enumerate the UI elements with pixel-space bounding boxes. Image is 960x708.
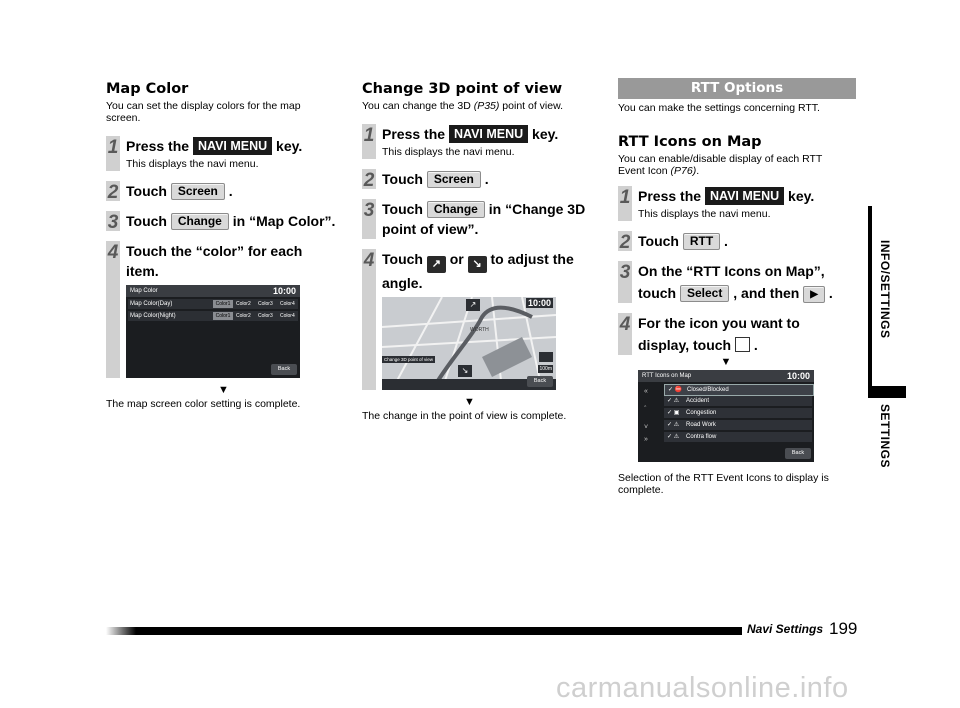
step-3: 3 On the “RTT Icons on Map”, touch Select , and then ▶ . [619,262,833,301]
step-1: 1 Press the NAVI MENU key. This displays the navi menu. [106,136,341,171]
step-4: 4 Touch the “color” for each item. Map Color 10:00 Map Color(Day) Color1 Color2 Color3 Color4 Map Color(Night) Color1 Color2 Color3 Color4 Back [106,241,341,378]
zoom-button [539,352,553,362]
clock: 10:00 [786,371,810,381]
result-text: Selection of the RTT Event Icons to display is complete. [618,472,829,496]
watermark: carmanualsonline.info [556,672,849,704]
tilt-up-icon: ↗ [466,299,480,311]
down-arrow-icon: ▼ [720,356,732,368]
section-heading: Change 3D point of view [362,81,563,97]
section-intro: You can set the display colors for the map screen. [106,100,301,124]
back-button: Back [785,448,811,459]
map-color-screenshot: Map Color 10:00 Map Color(Day) Color1 Color2 Color3 Color4 Map Color(Night) Color1 Color2 Color3 Color4 Back [126,285,300,378]
section-change-3d [362,80,597,422]
step-note: This displays the navi menu. [126,158,259,170]
footer-section-title: Navi Settings [747,622,824,636]
side-tab-info-settings [868,206,872,386]
tilt-down-icon: ↘ [468,256,487,273]
back-button: Back [271,364,297,375]
step-2: 2 Touch RTT . [619,232,728,253]
step-4: 4 For the icon you want to display, touch . [619,314,800,353]
rtt-icons-screenshot: RTT Icons on Map 10:00 « ‸ ˅ » ✓ ⛔ Closed/Blocked ✓ ⚠ Accident ✓ ▣ Congestion ✓ ⚠ Road Work ✓ ⚠ Contra flow Back [638,370,814,462]
step-1: 1 Press the NAVI MENU key. This displays the navi menu. [363,125,559,158]
section-rtt-options [618,78,856,496]
scale-label: 100m [539,366,552,372]
step-3: 3 Touch Change in “Change 3D point of view”. [363,200,586,237]
side-tab-label: SETTINGS [878,404,892,469]
step-4: 4 Touch ↗ or ↘ to adjust the angle. 10:00 WORTH Change 3D point of view ↗ ↘ 100m Back [362,249,597,390]
section-banner: RTT Options [618,78,856,99]
section-intro: You can change the 3D (P35) point of view. [362,100,564,112]
screen-button: Screen [427,171,481,188]
page-reference: (P76) [670,165,697,177]
section-intro: You can make the settings concerning RTT. [618,102,820,114]
step-1: 1 Press the NAVI MENU key. This displays the navi menu. [619,187,815,220]
clock: 10:00 [272,286,296,296]
side-tab-settings [868,386,906,398]
checkbox-icon [735,337,750,352]
down-arrow-icon: ▼ [464,396,475,408]
side-tab-label: INFO/SETTINGS [878,240,892,339]
step-number: 1 [106,136,120,171]
back-button: Back [527,376,553,387]
subsection-heading: RTT Icons on Map [618,134,762,150]
down-arrow-icon: ▼ [218,384,229,396]
footer-rule [106,627,742,635]
result-text: The change in the point of view is complete. [362,410,567,422]
street-name: WORTH [470,327,489,333]
navi-menu-key: NAVI MENU [193,137,272,155]
tilt-down-icon: ↘ [458,365,472,377]
clock: 10:00 [527,298,551,308]
step-2: 2 Touch Screen . [363,170,489,191]
section-map-color [106,80,341,410]
tilt-up-icon: ↗ [427,256,446,273]
change-button: Change [427,201,485,218]
change-button: Change [171,213,229,230]
select-button: Select [680,285,729,302]
view-label: Change 3D point of view [384,357,434,362]
subsection-intro: You can enable/disable display of each RTT Event Icon (P76). [618,153,823,177]
play-arrow-icon: ▶ [803,286,825,303]
step-2: 2 Touch Screen . [107,182,233,203]
step-3: 3 Touch Change in “Map Color”. [107,212,336,233]
scroll-arrows: « ‸ ˅ » [644,388,649,443]
page-reference: (P35) [473,100,500,112]
section-heading: Map Color [106,81,189,97]
result-text: The map screen color setting is complete. [106,398,301,410]
3d-view-screenshot [382,297,556,390]
screen-button: Screen [171,183,225,200]
navi-menu-key: NAVI MENU [449,125,528,143]
navi-menu-key: NAVI MENU [705,187,784,205]
page-number: 199 [829,619,858,638]
rtt-button: RTT [683,233,720,250]
